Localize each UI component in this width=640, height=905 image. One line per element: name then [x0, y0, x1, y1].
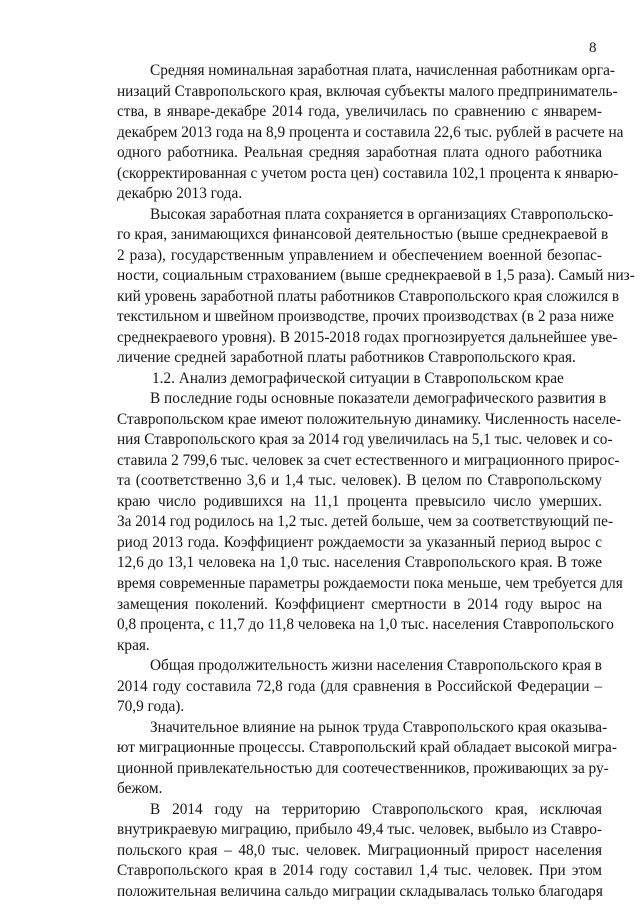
text-line: текстильном и швейном производстве, прочих производствах (в 2 раза ниже: [117, 308, 614, 326]
text-line: Высокая заработная плата сохраняется в организациях Ставропольско-: [150, 205, 614, 223]
text-line: Ставропольском крае имеют положительную динамику. Численность населе-: [117, 410, 622, 428]
page-number: 8: [589, 40, 597, 56]
text-line: низаций Ставропольского края, включая субъекты малого предприниматель-: [117, 82, 618, 100]
text-line: внутрикраевую миграцию, прибыло 49,4 тыс. человек, выбыло из Ставро-: [117, 821, 602, 839]
text-line: декабрю 2013 года.: [117, 185, 243, 203]
text-line: края.: [117, 636, 150, 654]
text-line: кий уровень заработной платы работников Ставропольского края сложился в: [117, 287, 620, 305]
text-line: бежом.: [117, 780, 163, 798]
text-line: Ставропольского края в 2014 году составил 1,4 тыс. человек. При этом: [117, 862, 602, 880]
text-line: среднекраевого уровня). В 2015-2018 годах прогнозируется дальнейшее уве-: [117, 328, 618, 346]
text-line: Общая продолжительность жизни населения Ставропольского края в: [150, 657, 602, 674]
section-heading: 1.2. Анализ демографической ситуации в Ставропольском крае: [152, 369, 564, 387]
text-line: краю число родившихся на 11,1 процента превысило число умерших.: [117, 492, 602, 510]
text-line: одного работника. Реальная средняя заработная плата одного работника: [117, 144, 602, 162]
text-line: декабрем 2013 года на 8,9 процента и составила 22,6 тыс. рублей в расчете на: [117, 123, 624, 141]
text-line: та (соответственно 3,6 и 1,4 тыс. человек). В целом по Ставропольскому: [117, 472, 602, 490]
text-line: ют миграционные процессы. Ставропольский край обладает высокой мигра-: [117, 739, 617, 757]
text-line: положительная величина сальдо миграции складывалась только благодаря: [117, 882, 603, 900]
text-line: ности, социальным страхованием (выше среднекраевой в 1,5 раза). Самый низ-: [117, 267, 635, 285]
text-line: 2014 году составила 72,8 года (для сравнения в Российской Федерации –: [117, 677, 602, 695]
text-line: 70,9 года).: [117, 698, 185, 716]
text-line: (скорректированная с учетом роста цен) составила 102,1 процента к январю-: [117, 164, 619, 182]
text-line: В последние годы основные показатели демографического развития в: [150, 390, 607, 408]
text-line: риод 2013 года. Коэффициент рождаемости за указанный период вырос с: [117, 533, 602, 551]
text-line: го края, занимающихся финансовой деятельностью (выше среднекраевой в: [117, 226, 609, 244]
text-line: 2 раза), государственным управлением и обеспечением военной безопас-: [117, 246, 602, 264]
text-line: Средняя номинальная заработная плата, начисленная работникам орга-: [150, 62, 615, 79]
text-line: время современные параметры рождаемости пока меньше, чем требуется для: [117, 575, 623, 592]
text-line: личение средней заработной платы работников Ставропольского края.: [117, 349, 576, 367]
text-line: ционной привлекательностью для соотечественников, проживающих за ру-: [117, 759, 609, 777]
text-line: ства, в январе-декабре 2014 года, увеличилась по сравнению с январем-: [117, 103, 602, 120]
text-line: В 2014 году на территорию Ставропольского края, исключая: [150, 800, 602, 818]
text-line: Значительное влияние на рынок труда Ставропольского края оказыва-: [150, 718, 608, 736]
text-line: ния Ставропольского края за 2014 год увеличилась на 5,1 тыс. человек и со-: [117, 431, 613, 449]
text-line: польского края – 48,0 тыс. человек. Миграционный прирост населения: [117, 841, 602, 859]
text-line: замещения поколений. Коэффициент смертности в 2014 году вырос на: [117, 595, 602, 613]
text-line: 12,6 до 13,1 человека на 1,0 тыс. населения Ставропольского края. В тоже: [117, 554, 602, 572]
text-line: ставила 2 799,6 тыс. человек за счет естественного и миграционного прирос-: [117, 451, 620, 469]
text-line: За 2014 год родилось на 1,2 тыс. детей больше, чем за соответствующий пе-: [117, 513, 614, 531]
text-line: 0,8 процента, с 11,7 до 11,8 человека на 1,0 тыс. населения Ставропольского: [117, 616, 614, 633]
